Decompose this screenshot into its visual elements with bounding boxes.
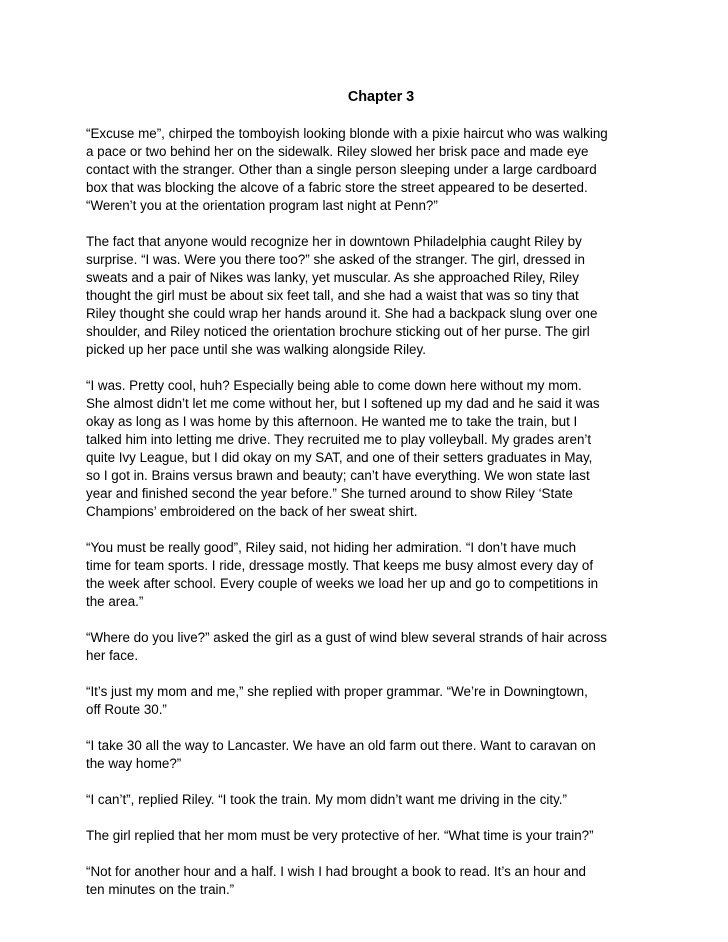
text-line: “It’s just my mom and me,” she replied with proper grammar. “We’re in Downingtown, <box>86 684 588 699</box>
text-line: thought the girl must be about six feet tall, and she had a waist that was so tiny that <box>86 288 579 303</box>
text-line: Champions’ embroidered on the back of her sweat shirt. <box>86 504 418 519</box>
paragraph <box>86 791 658 809</box>
text-line: “You must be really good”, Riley said, not hiding her admiration. “I don’t have much <box>86 540 577 555</box>
text-line: “Excuse me”, chirped the tomboyish looking blonde with a pixie haircut who was walking <box>86 126 608 141</box>
text-line: contact with the stranger. Other than a single person sleeping under a large cardboard <box>86 162 597 177</box>
text-line: “Not for another hour and a half. I wish I had brought a book to read. It’s an hour and <box>86 864 586 879</box>
text-line: her face. <box>86 648 139 663</box>
text-line: off Route 30.” <box>86 702 167 717</box>
text-line: so I got in. Brains versus brawn and beauty; can’t have everything. We won state last <box>86 468 590 483</box>
text-line: “Where do you live?” asked the girl as a gust of wind blew several strands of hair across <box>86 630 607 645</box>
text-line: She almost didn’t let me come without her, but I softened up my dad and he said it was <box>86 396 600 411</box>
text-line: a pace or two behind her on the sidewalk. Riley slowed her brisk pace and made eye <box>86 144 589 159</box>
text-line: the area.” <box>86 594 144 609</box>
text-line: picked up her pace until she was walking alongside Riley. <box>86 342 426 357</box>
text-line: ten minutes on the train.” <box>86 882 235 897</box>
paragraph <box>86 629 658 665</box>
paragraph <box>86 377 658 521</box>
text-line: “I take 30 all the way to Lancaster. We have an old farm out there. Want to caravan on <box>86 738 596 753</box>
paragraph <box>86 863 658 899</box>
text-line: surprise. “I was. Were you there too?” she asked of the stranger. The girl, dressed in <box>86 252 585 267</box>
text-line: the way home?” <box>86 756 182 771</box>
paragraph <box>86 827 658 845</box>
text-line: the week after school. Every couple of weeks we load her up and go to competitions in <box>86 576 599 591</box>
text-line: “I was. Pretty cool, huh? Especially being able to come down here without my mom. <box>86 378 582 393</box>
text-line: The fact that anyone would recognize her in downtown Philadelphia caught Riley by <box>86 234 582 249</box>
document-body <box>86 125 658 899</box>
paragraph <box>86 683 658 719</box>
paragraph <box>86 233 658 359</box>
text-line: “I can’t”, replied Riley. “I took the train. My mom didn’t want me driving in the city.” <box>86 792 567 807</box>
text-line: The girl replied that her mom must be very protective of her. “What time is your train?” <box>86 828 594 843</box>
chapter-title: Chapter 3 <box>347 89 415 105</box>
text-line: shoulder, and Riley noticed the orientation brochure sticking out of her purse. The girl <box>86 324 590 339</box>
paragraph <box>86 737 658 773</box>
text-line: sweats and a pair of Nikes was lanky, yet muscular. As she approached Riley, Riley <box>86 270 579 285</box>
text-line: box that was blocking the alcove of a fabric store the street appeared to be deserted. <box>86 180 588 195</box>
text-line: talked him into letting me drive. They recruited me to play volleyball. My grades aren’t <box>86 432 592 447</box>
text-line: year and finished second the year before.” She turned around to show Riley ‘State <box>86 486 573 501</box>
text-line: time for team sports. I ride, dressage mostly. That keeps me busy almost every day of <box>86 558 594 573</box>
text-line: okay as long as I was home by this afternoon. He wanted me to take the train, but I <box>86 414 578 429</box>
paragraph <box>86 125 658 215</box>
text-line: “Weren’t you at the orientation program last night at Penn?” <box>86 198 438 213</box>
text-line: quite Ivy League, but I did okay on my SAT, and one of their setters graduates in May, <box>86 450 593 465</box>
paragraph <box>86 539 658 611</box>
text-line: Riley thought she could wrap her hands around it. She had a backpack slung over one <box>86 306 598 321</box>
